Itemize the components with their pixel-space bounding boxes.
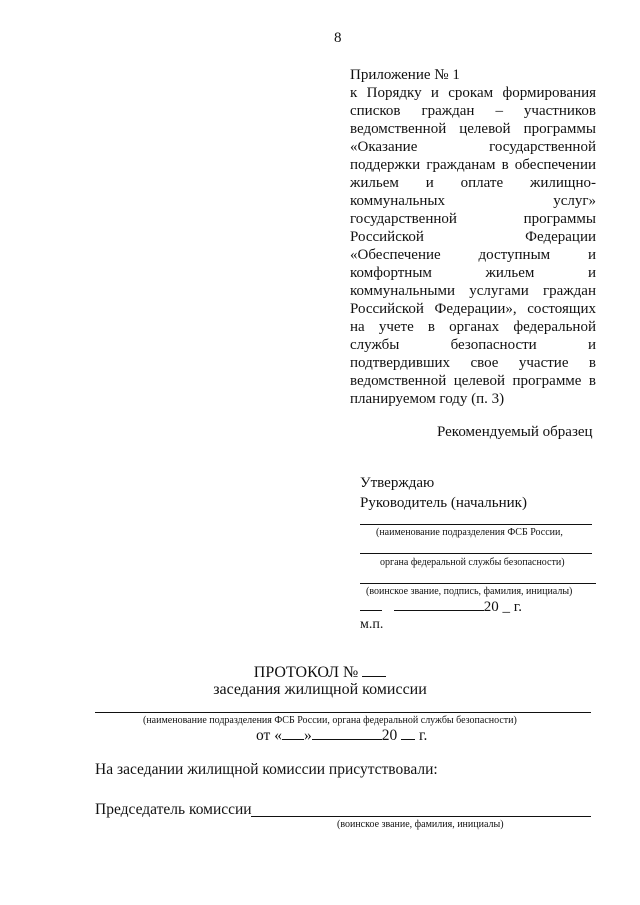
chairman-label: Председатель комиссии bbox=[95, 801, 252, 818]
recommended-sample-label: Рекомендуемый образец bbox=[437, 424, 593, 440]
appendix-line: жильем и оплате жилищно- bbox=[350, 175, 596, 191]
appendix-line: комфортным жильем и bbox=[350, 265, 596, 281]
approval-year: 20 _ г. bbox=[483, 599, 522, 615]
appendix-line: коммунальными услугами граждан bbox=[350, 283, 596, 299]
protocol-title bbox=[0, 664, 640, 682]
date-prefix: от « bbox=[256, 727, 282, 744]
appendix-line: коммунальных услуг» bbox=[350, 193, 596, 209]
stamp-place-label: м.п. bbox=[360, 617, 384, 632]
approval-block bbox=[360, 473, 527, 513]
page-number: 8 bbox=[334, 30, 342, 46]
date-year-blank bbox=[401, 727, 415, 740]
approval-date-row bbox=[360, 598, 522, 616]
approval-line-1 bbox=[360, 524, 592, 525]
head-label: Руководитель (начальник) bbox=[360, 495, 527, 511]
protocol-subtitle: заседания жилищной комиссии bbox=[213, 681, 427, 698]
appendix-line: «Обеспечение доступным и bbox=[350, 247, 596, 263]
protocol-date-row bbox=[256, 727, 427, 745]
day-blank bbox=[360, 598, 382, 611]
protocol-org-line bbox=[95, 712, 591, 713]
approval-line-3 bbox=[360, 583, 596, 584]
approval-line-2 bbox=[360, 553, 592, 554]
meeting-present-label: На заседании жилищной комиссии присутствовали: bbox=[95, 761, 438, 778]
appendix-line: ведомственной целевой программы bbox=[350, 121, 596, 137]
protocol-title-text: ПРОТОКОЛ № bbox=[253, 664, 359, 681]
appendix-line: Российской Федерации», состоящих bbox=[350, 301, 596, 317]
chairman-line bbox=[251, 816, 591, 817]
approval-caption-3: (воинское звание, подпись, фамилия, инициалы) bbox=[366, 586, 573, 597]
date-year: 20 bbox=[381, 727, 398, 744]
appendix-line: поддержки гражданам в обеспечении bbox=[350, 157, 596, 173]
protocol-org-caption: (наименование подразделения ФСБ России, органа федеральной службы безопасности) bbox=[143, 715, 517, 726]
protocol-number-blank bbox=[362, 664, 386, 677]
appendix-line: на учете в органах федеральной bbox=[350, 319, 596, 335]
approval-caption-2: органа федеральной службы безопасности) bbox=[380, 557, 565, 568]
appendix-line: ведомственной целевой программе в bbox=[350, 373, 596, 389]
appendix-line: планируемом году (п. 3) bbox=[350, 391, 505, 407]
appendix-block bbox=[350, 66, 596, 408]
chairman-caption: (воинское звание, фамилия, инициалы) bbox=[337, 819, 504, 830]
month-blank bbox=[394, 598, 484, 611]
appendix-line: службы безопасности и bbox=[350, 337, 596, 353]
date-mid: » bbox=[303, 727, 312, 744]
appendix-line: Приложение № 1 bbox=[350, 67, 460, 83]
date-day-blank bbox=[282, 727, 304, 740]
date-suffix: г. bbox=[418, 727, 428, 744]
appendix-line: Российской Федерации bbox=[350, 229, 596, 245]
appendix-line: к Порядку и срокам формирования bbox=[350, 85, 596, 101]
approval-caption-1: (наименование подразделения ФСБ России, bbox=[376, 527, 563, 538]
appendix-line: подтвердивших свое участие в bbox=[350, 355, 596, 371]
date-month-blank bbox=[312, 727, 382, 740]
appendix-line: «Оказание государственной bbox=[350, 139, 596, 155]
appendix-line: списков граждан – участников bbox=[350, 103, 596, 119]
approve-label: Утверждаю bbox=[360, 475, 435, 491]
appendix-line: государственной программы bbox=[350, 211, 596, 227]
